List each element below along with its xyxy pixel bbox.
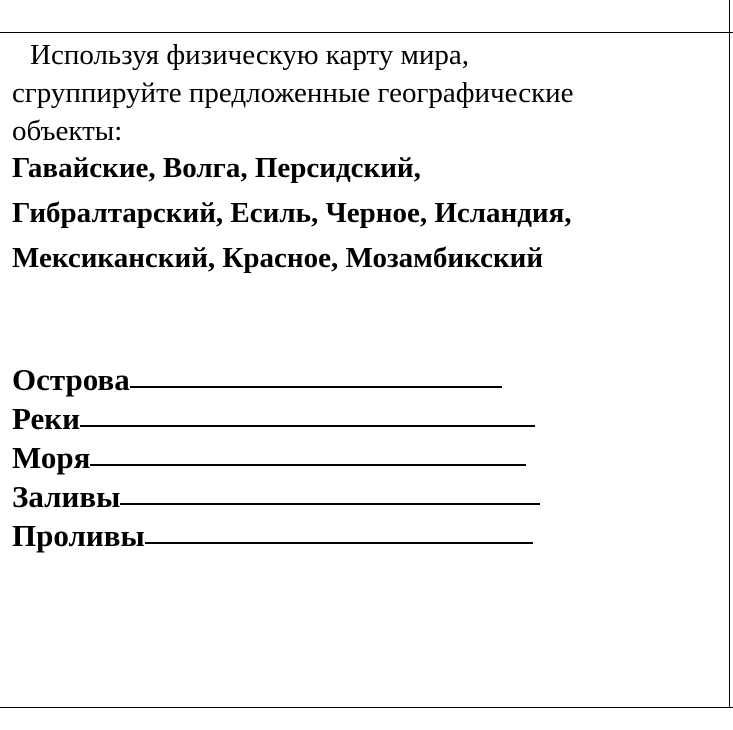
- instruction-line-1: Используя физическую карту мира,: [30, 39, 469, 71]
- objects-line-1: Гавайские, Волга, Персидский,: [12, 152, 421, 184]
- answer-row-straits: [12, 516, 712, 555]
- answer-blank-bays[interactable]: [120, 503, 540, 505]
- instruction-line-2: сгруппируйте предложенные географические: [12, 77, 574, 109]
- answer-label-seas: Моря: [12, 440, 91, 475]
- task-cell: [12, 36, 724, 281]
- answer-blank-straits[interactable]: [145, 542, 533, 544]
- answer-row-bays: [12, 477, 712, 516]
- answer-blank-seas[interactable]: [90, 464, 526, 466]
- answer-row-islands: [12, 360, 712, 399]
- objects-line-3: Мексиканский, Красное, Мозамбикский: [12, 242, 544, 274]
- task-instructions: [12, 36, 724, 150]
- table-top-border: [0, 32, 733, 33]
- answer-label-islands: Острова: [12, 362, 130, 397]
- answer-list: [12, 360, 712, 555]
- answer-row-rivers: [12, 399, 712, 438]
- answer-row-seas: [12, 438, 712, 477]
- answer-blank-islands[interactable]: [130, 386, 502, 388]
- instruction-line-3: объекты:: [12, 115, 123, 147]
- table-right-border: [729, 0, 730, 708]
- geographic-objects-list: [12, 146, 724, 281]
- answer-label-straits: Проливы: [12, 518, 145, 553]
- answer-blank-rivers[interactable]: [80, 425, 535, 427]
- answer-label-rivers: Реки: [12, 401, 81, 436]
- answer-label-bays: Заливы: [12, 479, 121, 514]
- table-bottom-border: [0, 707, 733, 708]
- objects-line-2: Гибралтарский, Есиль, Черное, Исландия,: [12, 197, 572, 229]
